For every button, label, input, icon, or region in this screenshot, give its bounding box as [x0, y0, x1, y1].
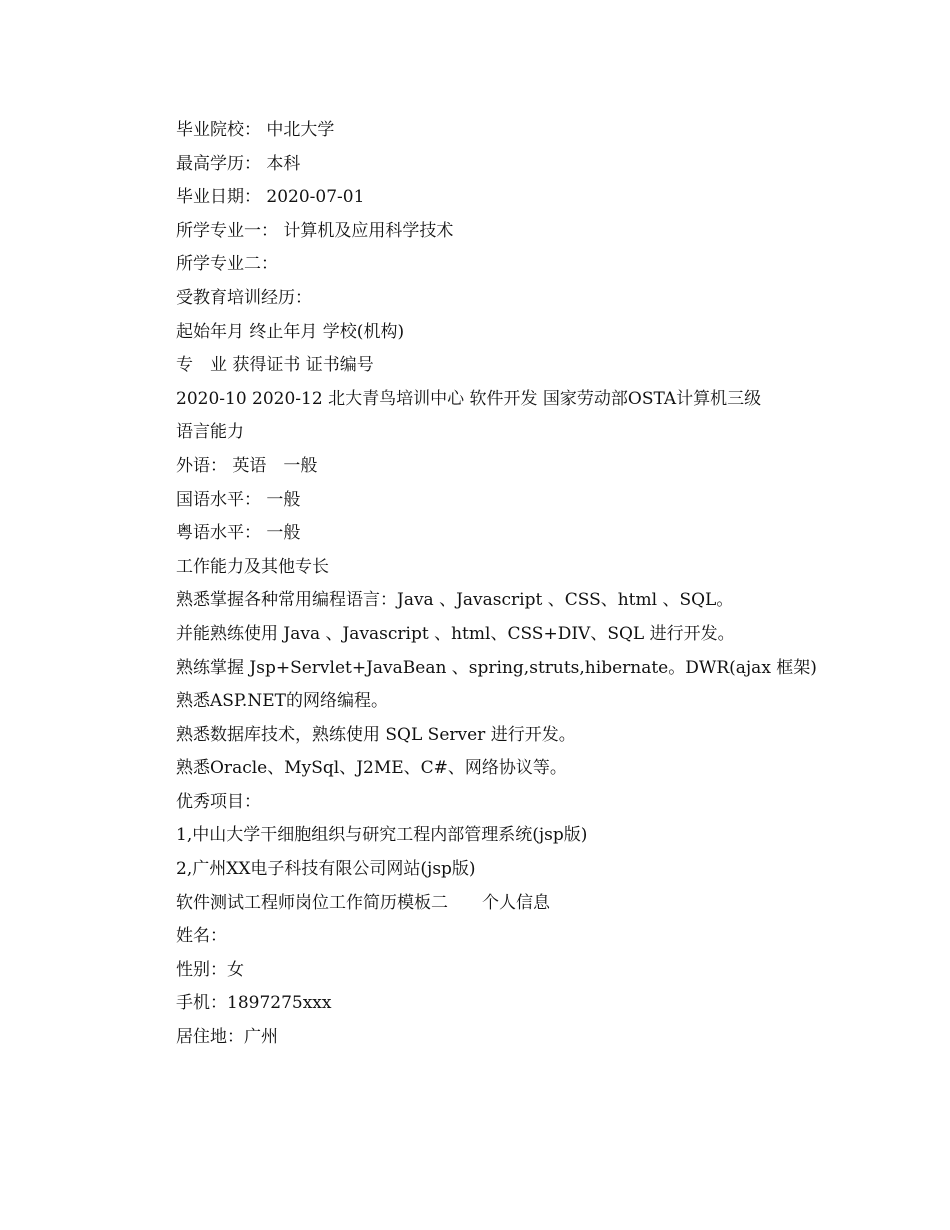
foreign-language-line: 外语： 英语 一般 — [176, 455, 318, 476]
skill-development-line: 并能熟练使用 Java 、Javascript 、html、CSS+DIV、SQL 进行开发。 — [176, 623, 735, 644]
residence-line: 居住地：广州 — [176, 1027, 278, 1048]
skill-aspnet-line: 熟悉ASP.NET的网络编程。 — [176, 691, 388, 712]
language-heading: 语言能力 — [176, 422, 244, 443]
project-item-2: 2,广州XX电子科技有限公司网站(jsp版) — [176, 859, 476, 880]
training-columns-line-1: 起始年月 终止年月 学校(机构) — [176, 321, 405, 342]
name-line: 姓名： — [176, 926, 227, 947]
phone-line: 手机：1897275xxx — [176, 993, 332, 1014]
major-one-line: 所学专业一： 计算机及应用科学技术 — [176, 220, 454, 241]
skills-heading: 工作能力及其他专长 — [176, 556, 329, 577]
major-two-line: 所学专业二： — [176, 254, 278, 275]
training-heading: 受教育培训经历： — [176, 287, 312, 308]
training-record-line: 2020-10 2020-12 北大青鸟培训中心 软件开发 国家劳动部OSTA计算机三级 — [176, 388, 762, 409]
education-level-line: 最高学历： 本科 — [176, 153, 301, 174]
resume-body — [140, 114, 820, 1055]
graduation-date-line: 毕业日期： 2020-07-01 — [176, 187, 365, 208]
skill-database-line: 熟悉数据库技术，熟练使用 SQL Server 进行开发。 — [176, 724, 576, 745]
skill-other-line: 熟悉Oracle、MySql、J2ME、C#、网络协议等。 — [176, 758, 567, 779]
project-item-1: 1,中山大学干细胞组织与研究工程内部管理系统(jsp版) — [176, 825, 588, 846]
cantonese-level-line: 粤语水平： 一般 — [176, 523, 301, 544]
graduated-school-line: 毕业院校： 中北大学 — [176, 120, 335, 140]
template-two-heading: 软件测试工程师岗位工作简历模板二 个人信息 — [176, 892, 550, 913]
mandarin-level-line: 国语水平： 一般 — [176, 489, 301, 510]
projects-heading: 优秀项目： — [176, 791, 261, 812]
gender-line: 性别：女 — [176, 959, 244, 980]
training-columns-line-2: 专 业 获得证书 证书编号 — [176, 355, 374, 376]
skill-frameworks-line: 熟练掌握 Jsp+Servlet+JavaBean 、spring,struts,hibernate。DWR(ajax 框架) — [176, 657, 817, 678]
skill-languages-line: 熟悉掌握各种常用编程语言：Java 、Javascript 、CSS、html 、SQL。 — [176, 590, 734, 611]
